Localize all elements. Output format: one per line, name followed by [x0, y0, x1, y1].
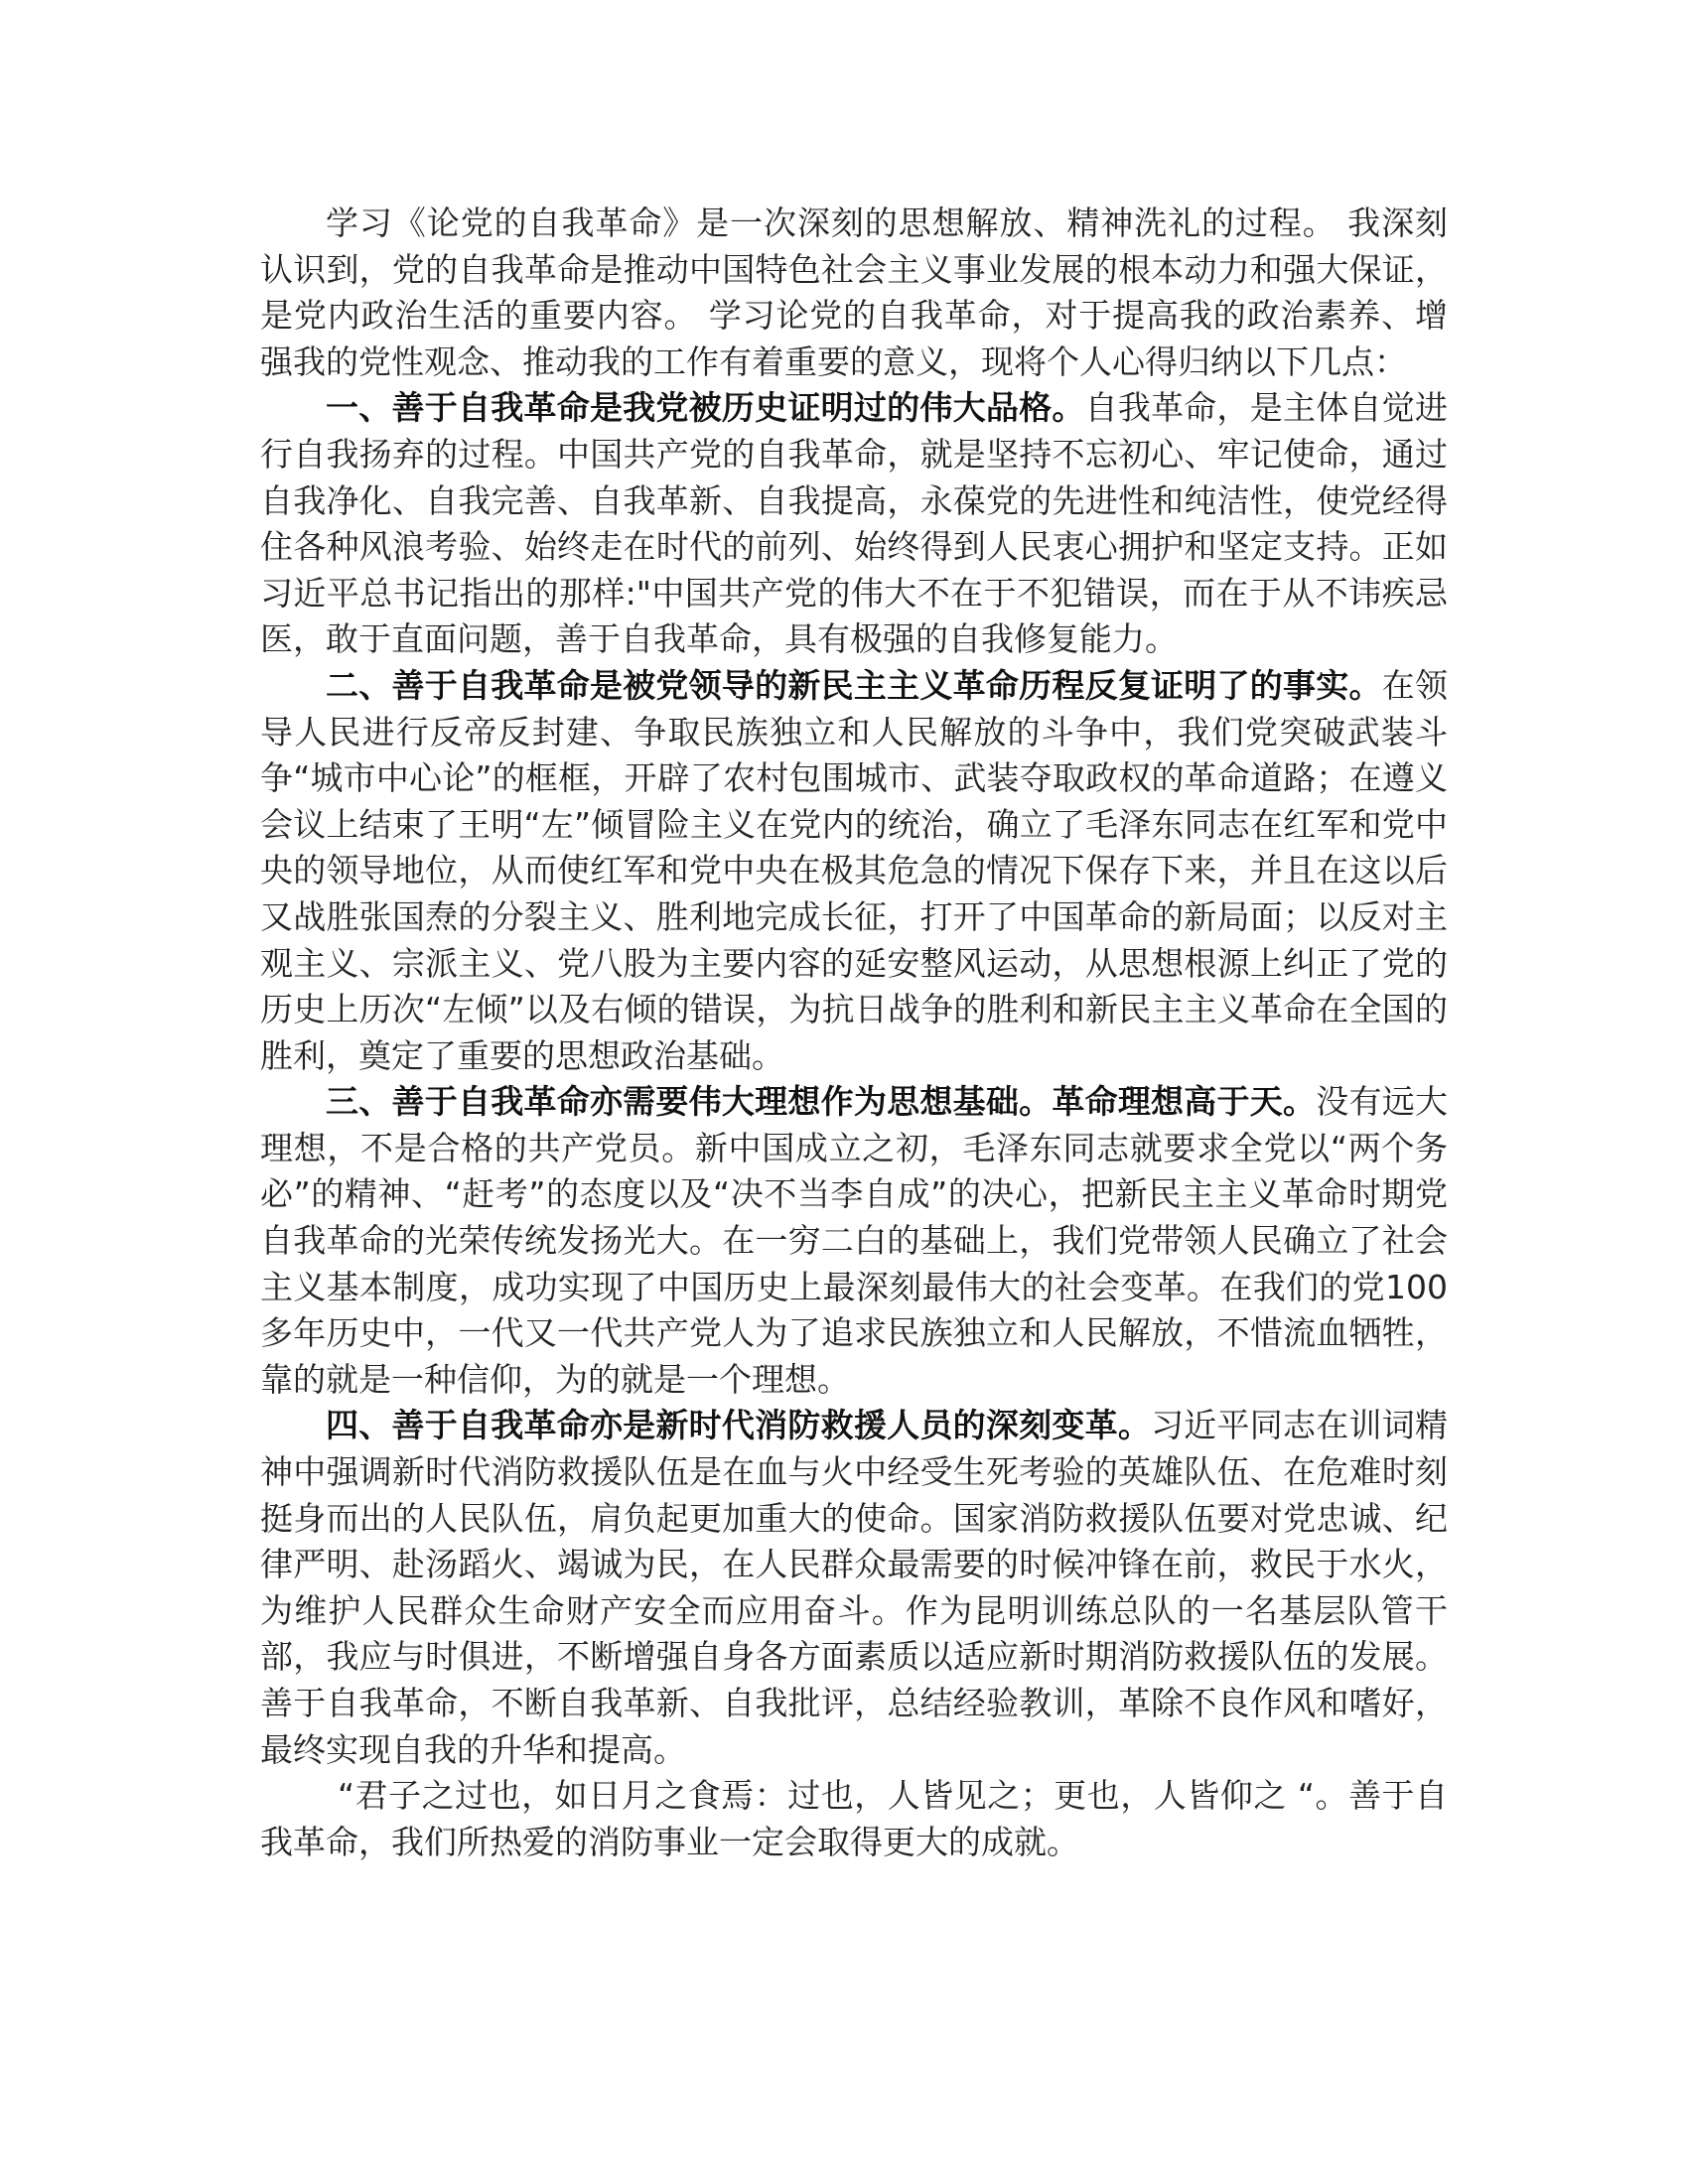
section-heading-2: 二、善于自我革命是被党领导的新民主主义革命历程反复证明了的事实。 [326, 665, 1382, 705]
section-body-3: 没有远大理想，不是合格的共产党员。新中国成立之初，毛泽东同志就要求全党以“两个务必”的精神、“赶考”的态度以及“决不当李自成”的决心，把新民主主义革命时期党自我革命的光荣传统发扬光大。在一穷二白的基础上，我们党带领人民确立了社会主义基本制度，成功实现了中国历史上最深刻最伟大的社会变革。在我们的党100多年历史中，一代又一代共产党人为了追求民族独立和人民解放，不惜流血牺牲，靠的就是一种信仰，为的就是一个理想。 [260, 1082, 1449, 1399]
section-body-1: 自我革命，是主体自觉进行自我扬弃的过程。中国共产党的自我革命，就是坚持不忘初心、牢记使命，通过自我净化、自我完善、自我革新、自我提高，永葆党的先进性和纯洁性，使党经得住各种风浪考验、始终走在时代的前列、始终得到人民衷心拥护和坚定支持。正如习近平总书记指出的那样:"中国共产党的伟大不在于不犯错误，而在于从不讳疾忌医，敢于直面问题，善于自我革命，具有极强的自我修复能力。 [260, 388, 1449, 659]
section-heading-4: 四、善于自我革命亦是新时代消防救援人员的深刻变革。 [326, 1406, 1152, 1445]
intro-paragraph [260, 201, 1448, 385]
section-heading-1: 一、善于自我革命是我党被历史证明过的伟大品格。 [326, 388, 1085, 428]
section-body-4: 习近平同志在训词精神中强调新时代消防救援队伍是在血与火中经受生死考验的英雄队伍、在危难时刻挺身而出的人民队伍，肩负起更加重大的使命。国家消防救援队伍要对党忠诚、纪律严明、赴汤蹈火、竭诚为民，在人民群众最需要的时候冲锋在前，救民于水火，为维护人民群众生命财产安全而应用奋斗。作为昆明训练总队的一名基层队管干部，我应与时俱进，不断增强自身各方面素质以适应新时期消防救援队伍的发展。善于自我革命，不断自我革新、自我批评，总结经验教训，革除不良作风和嗜好，最终实现自我的升华和提高。 [260, 1406, 1449, 1769]
closing-text: “君子之过也，如日月之食焉：过也，人皆见之；更也，人皆仰之 “。善于自我革命，我们所热爱的消防事业一定会取得更大的成就。 [260, 1776, 1448, 1861]
section-paragraph-2 [260, 663, 1448, 1079]
section-heading-3: 三、善于自我革命亦需要伟大理想作为思想基础。革命理想高于天。 [326, 1082, 1317, 1122]
section-body-2: 在领导人民进行反帝反封建、争取民族独立和人民解放的斗争中，我们党突破武装斗争“城市中心论”的框框，开辟了农村包围城市、武装夺取政权的革命道路；在遵义会议上结束了王明“左”倾冒险主义在党内的统治，确立了毛泽东同志在红军和党中央的领导地位，从而使红军和党中央在极其危急的情况下保存下来，并且在这以后又战胜张国焘的分裂主义、胜利地完成长征，打开了中国革命的新局面；以反对主观主义、宗派主义、党八股为主要内容的延安整风运动，从思想根源上纠正了党的历史上历次“左倾”以及右倾的错误，为抗日战争的胜利和新民主主义革命在全国的胜利，奠定了重要的思想政治基础。 [260, 665, 1449, 1075]
document-body [260, 201, 1448, 1865]
intro-text: 学习《论党的自我革命》是一次深刻的思想解放、精神洗礼的过程。 我深刻认识到，党的自我革命是推动中国特色社会主义事业发展的根本动力和强大保证，是党内政治生活的重要内容。 学习论党的自我革命，对于提高我的政治素养、增强我的党性观念、推动我的工作有着重要的意义，现将个人心得归纳以下几点： [260, 204, 1448, 381]
section-paragraph-4 [260, 1403, 1448, 1773]
closing-paragraph [260, 1773, 1448, 1865]
section-paragraph-1 [260, 385, 1448, 663]
section-paragraph-3 [260, 1079, 1448, 1403]
